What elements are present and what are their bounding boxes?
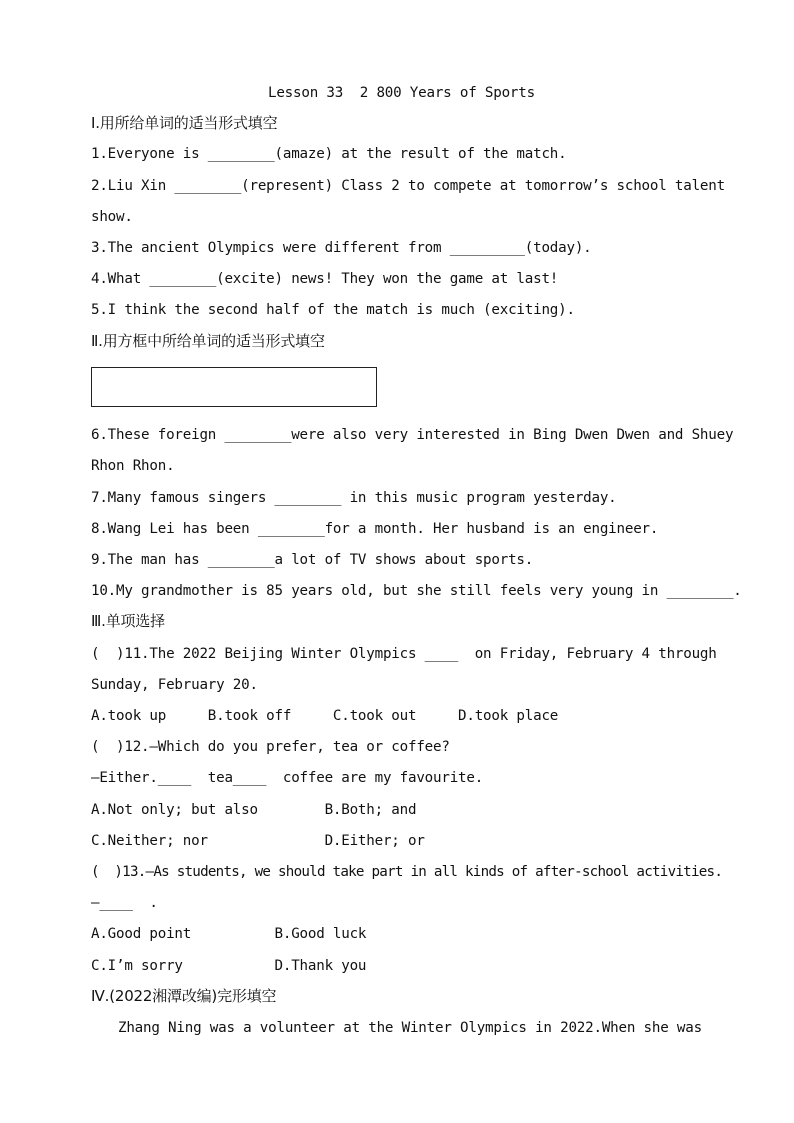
section-3-heading: Ⅲ.单项选择 bbox=[91, 612, 165, 630]
question-4: 4.What ________(excite) news! They won the game at last! bbox=[91, 271, 559, 287]
question-5: 5.I think the second half of the match is much (exciting). bbox=[91, 302, 575, 318]
question-6-line-1: 6.These foreign ________were also very interested in Bing Dwen Dwen and Shuey bbox=[91, 427, 734, 443]
question-6-line-2: Rhon Rhon. bbox=[91, 458, 175, 474]
question-12-options-row-1: A.Not only; but also B.Both; and bbox=[91, 802, 417, 818]
word-box bbox=[91, 367, 377, 407]
question-3: 3.The ancient Olympics were different from _________(today). bbox=[91, 240, 592, 256]
question-12-options-row-2: C.Neither; nor D.Either; or bbox=[91, 833, 425, 849]
question-12-line-2: —Either.____ tea____ coffee are my favourite. bbox=[91, 770, 484, 786]
question-1: 1.Everyone is ________(amaze) at the result of the match. bbox=[91, 146, 567, 162]
question-12-line-1: ( )12.—Which do you prefer, tea or coffee? bbox=[91, 739, 450, 755]
question-7: 7.Many famous singers ________ in this music program yesterday. bbox=[91, 490, 617, 506]
question-13-options-row-1: A.Good point B.Good luck bbox=[91, 926, 367, 942]
section-4-heading: Ⅳ.(2022湘潭改编)完形填空 bbox=[91, 987, 277, 1005]
question-11-line-2: Sunday, February 20. bbox=[91, 677, 258, 693]
question-10: 10.My grandmother is 85 years old, but she still feels very young in ________. bbox=[91, 583, 742, 599]
question-13-options-row-2: C.I’m sorry D.Thank you bbox=[91, 958, 367, 974]
page-title: Lesson 33 2 800 Years of Sports bbox=[268, 85, 535, 101]
question-11-line-1: ( )11.The 2022 Beijing Winter Olympics ____ on Friday, February 4 through bbox=[91, 646, 717, 662]
question-11-options: A.took up B.took off C.took out D.took place bbox=[91, 708, 559, 724]
question-13-line-1: ( )13.—As students, we should take part in all kinds of after-school activities. bbox=[91, 864, 723, 880]
question-2-line-2: show. bbox=[91, 209, 133, 225]
cloze-passage-line-1: Zhang Ning was a volunteer at the Winter Olympics in 2022.When she was bbox=[118, 1020, 702, 1036]
section-2-heading: Ⅱ.用方框中所给单词的适当形式填空 bbox=[91, 332, 325, 350]
question-13-line-2: —____ . bbox=[91, 895, 158, 911]
question-8: 8.Wang Lei has been ________for a month. Her husband is an engineer. bbox=[91, 521, 659, 537]
question-9: 9.The man has ________a lot of TV shows about sports. bbox=[91, 552, 534, 568]
section-1-heading: Ⅰ.用所给单词的适当形式填空 bbox=[91, 114, 278, 132]
question-2-line-1: 2.Liu Xin ________(represent) Class 2 to compete at tomorrow’s school talent bbox=[91, 178, 725, 194]
